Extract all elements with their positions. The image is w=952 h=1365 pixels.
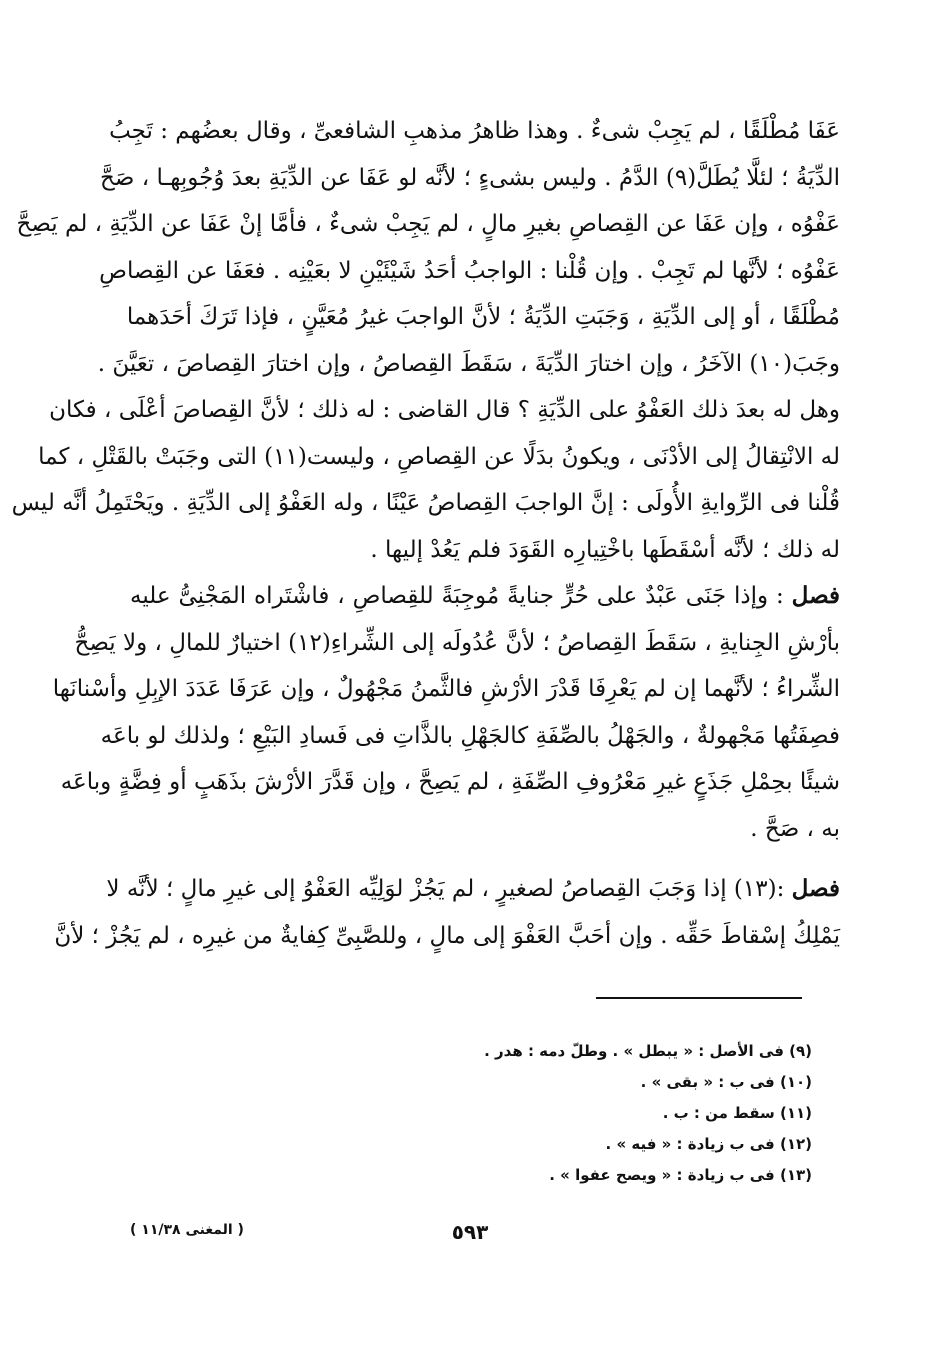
fasl-1-text: : وإذا جَنَى عَبْدٌ على حُرٍّ جنايةً مُوجِبَةً للقِصاصِ ، فاشْتَراه المَجْنِىُّ عليه xyxy=(130,583,784,609)
text-line: له الانْتِقالُ إلى الأدْنَى ، ويكونُ بدَلًا عن القِصاصِ ، وليست(١١) التى وجَبَتْ بالقَتْلِ ، كما xyxy=(38,443,840,470)
footnote: (١٠) فى ب : « بقى » . xyxy=(640,1073,812,1091)
text-line: وهل له بعدَ ذلك العَفْوُ على الدِّيَةِ ؟ قال القاضى : له ذلك ؛ لأنَّ القِصاصَ أعْلَى ، فكان xyxy=(49,397,840,423)
text-line: فصِفَتُها مَجْهولةٌ ، والجَهْلُ بالصِّفَةِ كالجَهْلِ بالذَّاتِ فى فَسادِ البَيْعِ ؛ ولذلك لو باعَه xyxy=(100,722,840,749)
footnote-divider xyxy=(596,997,802,999)
fasl-2-heading: فصل xyxy=(791,875,840,902)
fasl-2-text: :(١٣) إذا وَجَبَ القِصاصُ لصغيرٍ ، لم يَجُزْ لوَلِيِّه العَفْوُ إلى غيرِ مالٍ ؛ لأنَّه لا xyxy=(106,876,785,902)
text-line: عَفَا مُطْلَقًا ، لم يَجِبْ شىءٌ . وهذا ظاهرُ مذهبِ الشافعىِّ ، وقال بعضُهم : تَجِبُ xyxy=(109,118,840,144)
text-line: بأرْشِ الجِنايةِ ، سَقَطَ القِصاصُ ؛ لأنَّ عُدُولَه إلى الشِّراءِ(١٢) اختيارٌ للمالِ ، ولا يَصِحُّ xyxy=(74,629,840,656)
fasl-1-heading: فصل xyxy=(791,582,841,609)
footnotes xyxy=(484,1036,812,1191)
footnote: (١١) سقط من : ب . xyxy=(662,1104,812,1122)
text-line: مُطْلَقًا ، أو إلى الدِّيَةِ ، وَجَبَتِ الدِّيَةُ ؛ لأنَّ الواجبَ غيرُ مُعَيَّنٍ ، فإذا تَرَكَ أحَدَهما xyxy=(126,304,840,330)
footnote: (١٣) فى ب زيادة : « ويصح عفوا » . xyxy=(549,1166,812,1184)
text-line: يَمْلِكُ إسْقاطَ حَقِّه . وإن أحَبَّ العَفْوَ إلى مالٍ ، وللصَّبِىِّ كِفايةٌ من غيرِه ، لم يَجُزْ ؛ لأنَّ xyxy=(54,922,840,949)
text-line: قُلْنا فى الرِّوايةِ الأُولَى : إنَّ الواجبَ القِصاصُ عَيْنًا ، وله العَفْوُ إلى الدِّيَةِ . ويَحْتَمِلُ أنَّه ليس xyxy=(11,490,840,516)
footnote: (١٢) فى ب زيادة : « فيه » . xyxy=(605,1135,812,1153)
signature-mark: ( المغنى ١١/٣٨ ) xyxy=(130,1222,244,1238)
page-number: ٥٩٣ xyxy=(451,1220,489,1244)
text-line: وجَبَ(١٠) الآخَرُ ، وإن اختارَ الدِّيَةَ ، سَقَطَ القِصاصُ ، وإن اختارَ القِصاصَ ، تعَيَّنَ . xyxy=(97,350,840,377)
main-text xyxy=(11,108,841,959)
text-line: له ذلك ؛ لأنَّه أسْقَطَها باخْتِيارِه القَوَدَ فلم يَعُدْ إليها . xyxy=(370,536,840,563)
fasl-1-first-line xyxy=(130,573,840,620)
text-line: به ، صَحَّ . xyxy=(750,815,840,842)
text-line: الشِّراءُ ؛ لأنَّهما إن لم يَعْرِفَا قَدْرَ الأرْشِ فالثَّمنُ مَجْهُولٌ ، وإن عَرَفَا عَدَدَ الإبِلِ وأسْنانَها xyxy=(52,676,840,702)
text-line: عَفْوُه ، وإن عَفَا عن القِصاصِ بغيرِ مالٍ ، لم يَجِبْ شىءٌ ، فأمَّا إنْ عَفَا عن الدِّيَةِ ، لم يَصِحَّ xyxy=(16,211,840,237)
text-line: الدِّيَةُ ؛ لئلَّا يُطَلَّ(٩) الدَّمُ . وليس بشىءٍ ؛ لأنَّه لو عَفَا عن الدِّيَةِ بعدَ وُجُوبِهـا ، صَحَّ xyxy=(100,164,840,191)
text-line: شيئًا بحِمْلِ جَذَعٍ غيرِ مَعْرُوفِ الصِّفَةِ ، لم يَصِحَّ ، وإن قَدَّرَ الأرْشَ بذَهَبٍ أو فِضَّةٍ وباعَه xyxy=(60,769,840,795)
paragraph-gap xyxy=(130,852,840,866)
footnote: (٩) فى الأصل : « يبطل » . وطلّ دمه : هدر . xyxy=(484,1042,812,1060)
fasl-2-first-line xyxy=(106,866,840,913)
text-line: عَفْوُه ؛ لأنَّها لم تَجِبْ . وإن قُلْنا : الواجبُ أحَدُ شَيْئَيْنِ لا بعَيْنِه . فعَفَا عن القِصاصِ xyxy=(99,257,840,284)
